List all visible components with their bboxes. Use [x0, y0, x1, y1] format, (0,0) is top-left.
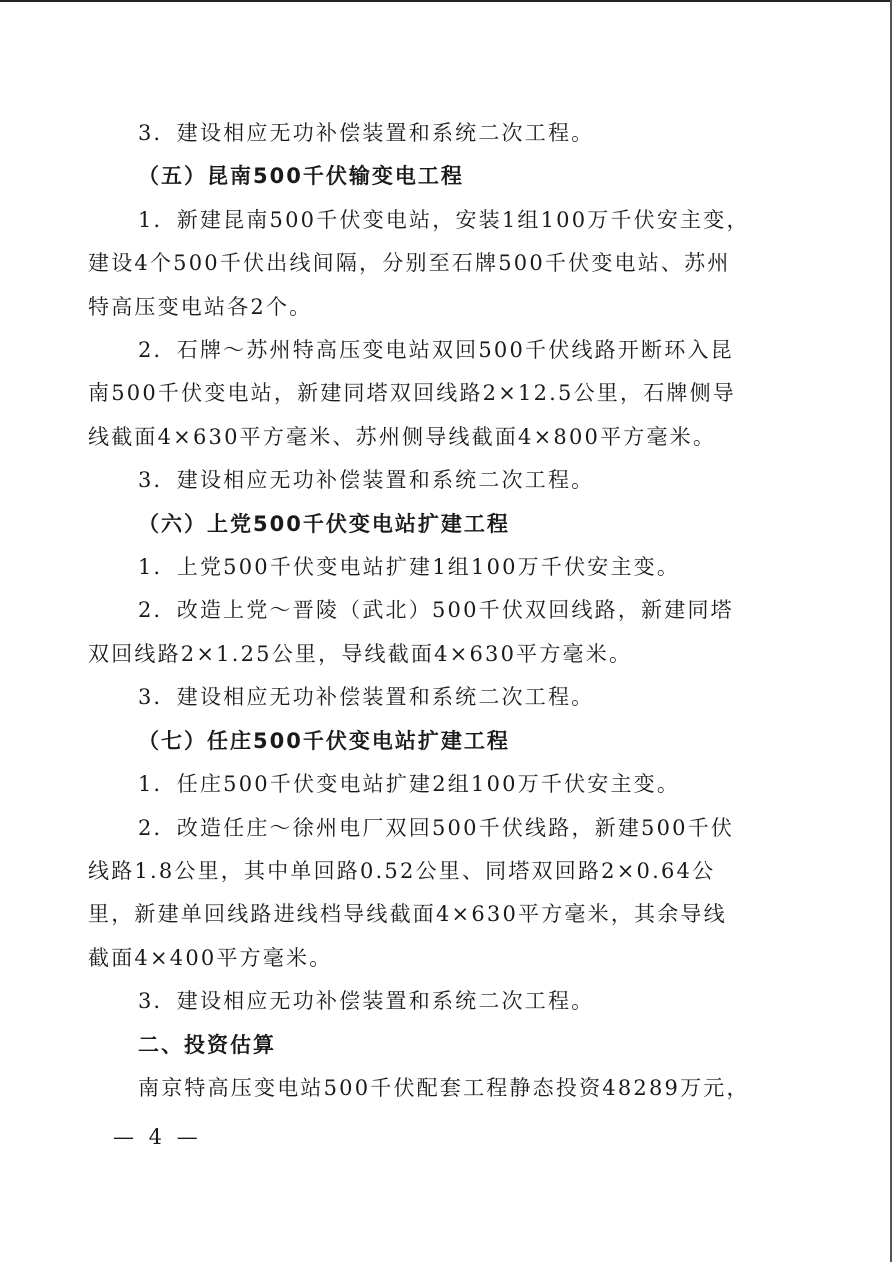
paragraph-line: 特高压变电站各2个。	[88, 294, 313, 319]
paragraph-line-first: 2．改造上党～晋陵（武北）500千伏双回线路，新建同塔	[138, 598, 734, 623]
page-number: — 4 —	[113, 1125, 202, 1149]
paragraph-line-first: 1．任庄500千伏变电站扩建2组100万千伏安主变。	[138, 772, 681, 797]
paragraph-line: 双回线路2×1.25公里，导线截面4×630平方毫米。	[88, 641, 633, 666]
paragraph-line-first: 3．建设相应无功补偿装置和系统二次工程。	[138, 121, 595, 145]
paragraph-line-first: 3．建设相应无功补偿装置和系统二次工程。	[138, 468, 595, 493]
section-heading: 二、投资估算	[138, 1032, 276, 1057]
paragraph-line-first: 1．新建昆南500千伏变电站，安装1组100万千伏安主变，	[138, 207, 750, 232]
paragraph-line-first: 3．建设相应无功补偿装置和系统二次工程。	[138, 685, 595, 710]
paragraph-line: 截面4×400平方毫米。	[88, 945, 333, 970]
paragraph-line-first: 2．改造任庄～徐州电厂双回500千伏线路，新建500千伏	[138, 815, 735, 840]
paragraph-line: 建设4个500千伏出线间隔，分别至石牌500千伏变电站、苏州	[88, 251, 731, 276]
paragraph-line: 里，新建单回线路进线档导线截面4×630平方毫米，其余导线	[88, 902, 727, 927]
section-heading: （七）任庄500千伏变电站扩建工程	[138, 728, 510, 753]
paragraph-line-first: 南京特高压变电站500千伏配套工程静态投资48289万元，	[138, 1075, 750, 1100]
paragraph-line: 南500千伏变电站，新建同塔双回线路2×12.5公里，石牌侧导	[88, 381, 736, 406]
page-top-edge	[0, 0, 892, 2]
paragraph-line-first: 1．上党500千伏变电站扩建1组100万千伏安主变。	[138, 555, 681, 580]
paragraph-line: 线截面4×630平方毫米、苏州侧导线截面4×800平方毫米。	[88, 424, 717, 449]
paragraph-line-first: 3．建设相应无功补偿装置和系统二次工程。	[138, 989, 595, 1014]
section-heading: （六）上党500千伏变电站扩建工程	[138, 511, 510, 536]
document-body	[88, 112, 788, 1110]
paragraph-line-first: 2．石牌～苏州特高压变电站双回500千伏线路开断环入昆	[138, 338, 734, 363]
section-heading: （五）昆南500千伏输变电工程	[138, 164, 464, 189]
paragraph-line: 线路1.8公里，其中单回路0.52公里、同塔双回路2×0.64公	[88, 858, 716, 883]
